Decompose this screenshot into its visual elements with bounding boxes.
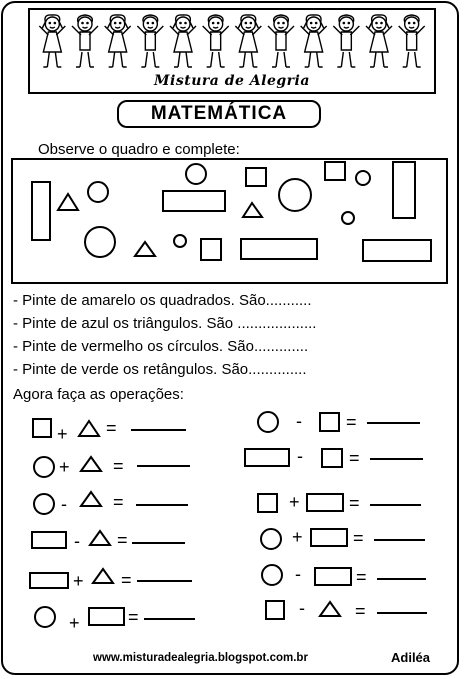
footer-url: www.misturadealegria.blogspot.com.br (93, 652, 308, 664)
operator-plus: + (59, 457, 70, 477)
operation-11 (262, 564, 426, 587)
operation-3 (34, 492, 188, 514)
operator-minus: - (299, 598, 305, 618)
rectangle-shape (307, 494, 343, 511)
operator-plus: + (69, 613, 80, 633)
operator-equals: = (106, 418, 117, 438)
operation-1 (33, 418, 186, 444)
operation-5 (30, 569, 192, 591)
operation-8 (245, 446, 423, 468)
operator-equals: = (353, 528, 364, 548)
instruction-rectangles: - Pinte de verde os retângulos. São.............. (13, 361, 307, 378)
circle-shape (261, 529, 281, 549)
square-shape (258, 494, 277, 512)
operator-plus: + (292, 527, 303, 547)
operation-12 (266, 598, 427, 621)
triangle-shape (320, 602, 340, 616)
operator-equals: = (349, 493, 360, 513)
square-shape (322, 449, 342, 467)
triangle-shape (79, 421, 99, 436)
footer-author: Adiléa (391, 650, 431, 665)
rectangle-shape (311, 529, 347, 546)
page-title: MATEMÁTICA (117, 100, 321, 128)
operator-minus: - (61, 494, 67, 514)
operator-minus: - (74, 531, 80, 551)
operations-heading: Agora faça as operações: (13, 386, 184, 403)
rectangle-shape (245, 449, 289, 466)
operator-equals: = (113, 456, 124, 476)
operator-equals: = (346, 412, 357, 432)
operator-equals: = (121, 570, 132, 590)
rectangle-shape (315, 568, 351, 585)
operator-equals: = (356, 567, 367, 587)
operation-9 (258, 492, 421, 513)
circle-shape (34, 494, 54, 514)
rectangle-shape (30, 573, 68, 588)
operator-equals: = (349, 448, 360, 468)
operation-10 (261, 527, 425, 549)
rectangle-shape (89, 608, 124, 625)
circle-shape (34, 457, 54, 477)
operator-equals: = (128, 607, 139, 627)
operator-minus: - (295, 564, 301, 584)
operator-minus: - (296, 411, 302, 431)
triangle-shape (93, 569, 113, 583)
circle-shape (258, 412, 278, 432)
circle-shape (262, 565, 282, 585)
operator-plus: + (73, 571, 84, 591)
operation-2 (34, 456, 190, 477)
operator-equals: = (117, 530, 128, 550)
operator-plus: + (57, 424, 68, 444)
circle-shape (35, 607, 55, 627)
square-shape (320, 413, 339, 431)
instruction-triangles: - Pinte de azul os triângulos. São ................... (13, 315, 317, 332)
square-shape (33, 419, 51, 437)
triangle-shape (81, 492, 101, 506)
rectangle-shape (32, 532, 66, 548)
operation-7 (258, 411, 420, 432)
square-shape (266, 601, 284, 619)
instruction-squares: - Pinte de amarelo os quadrados. São........... (13, 292, 312, 309)
operator-minus: - (297, 446, 303, 466)
operator-equals: = (355, 601, 366, 621)
instruction-circles: - Pinte de vermelho os círculos. São............. (13, 338, 309, 355)
operator-equals: = (113, 492, 124, 512)
operation-4 (32, 530, 185, 551)
operator-plus: + (289, 492, 300, 512)
brand-name: Mistura de Alegria (154, 73, 310, 89)
triangle-shape (90, 531, 110, 545)
operation-6 (35, 607, 195, 633)
intro-text: Observe o quadro e complete: (38, 141, 240, 158)
triangle-shape (81, 457, 101, 471)
